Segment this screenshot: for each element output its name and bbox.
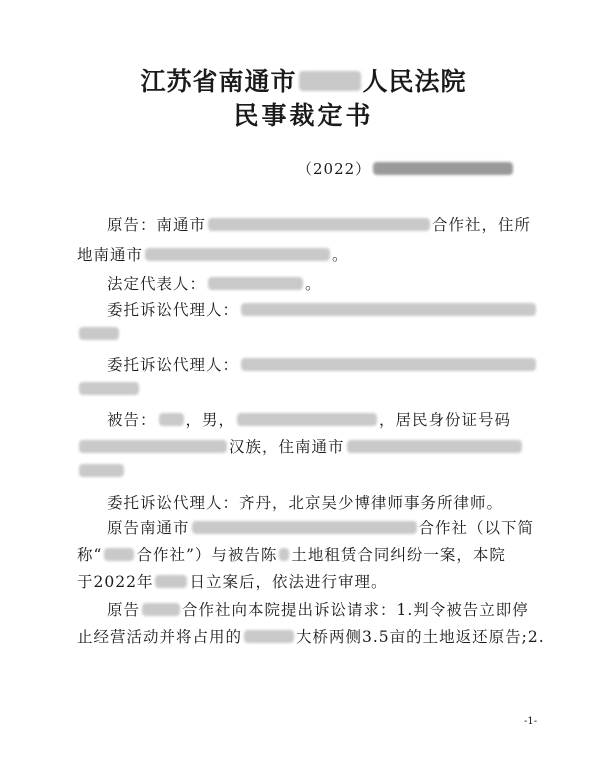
redacted-text	[79, 440, 227, 453]
redacted-text	[241, 303, 536, 316]
claims-line-2	[77, 625, 545, 647]
text: 合作社，住所	[432, 216, 532, 234]
legal-representative-line	[107, 272, 322, 294]
text: 。	[305, 275, 322, 293]
redacted-text	[142, 603, 180, 616]
redacted-text	[279, 548, 289, 561]
plaintiff-agent-1-line-2	[77, 325, 121, 343]
redacted-text	[79, 464, 124, 477]
redacted-text	[244, 630, 294, 643]
text: 。	[332, 246, 349, 264]
redacted-text	[241, 358, 536, 371]
text: 汉族，住南通市	[229, 438, 345, 456]
redacted-text	[237, 413, 377, 426]
text: 合作社”）与被告陈	[136, 546, 278, 564]
redacted-text	[208, 218, 430, 231]
plaintiff-line-2	[77, 243, 349, 265]
plaintiff-agent-2-line-1	[107, 353, 538, 375]
text: 合作社向本院提出诉讼请求：1.判令被告立即停	[182, 601, 529, 619]
text: 大桥两侧3.5亩的土地返还原告;2.	[296, 628, 545, 646]
text: ，男，	[185, 411, 236, 429]
court-name-suffix: 人民法院	[362, 67, 467, 96]
plaintiff-line-1	[107, 213, 531, 235]
redacted-text	[145, 248, 330, 261]
text: 法定代表人：	[107, 275, 207, 293]
text: 日立案后，依法进行审理。	[189, 573, 388, 591]
text: ，居民身份证号码	[379, 411, 512, 429]
redacted-text	[104, 548, 134, 561]
court-name-prefix: 江苏省南通市	[140, 67, 297, 96]
text: 原告	[107, 601, 141, 619]
redacted-text	[192, 521, 417, 534]
facts-line-2	[77, 543, 506, 565]
text: 原告：南通市	[107, 216, 207, 234]
page-number: -1-	[524, 716, 538, 727]
text: 地南通市	[77, 246, 144, 264]
redacted-text	[79, 327, 119, 340]
case-number-prefix: （2022）	[297, 160, 372, 178]
claims-line-1	[107, 598, 529, 620]
redacted-text	[159, 413, 184, 426]
text: 土地租赁合同纠纷一案，本院	[291, 546, 506, 564]
document-type-title: 民事裁定书	[233, 101, 374, 130]
defendant-line-2	[77, 435, 524, 457]
redacted-text	[155, 575, 187, 588]
text: 称“	[77, 546, 103, 564]
plaintiff-agent-1-line-1	[107, 298, 538, 320]
defendant-line-3	[77, 462, 126, 480]
text: 委托诉讼代理人：	[107, 356, 240, 374]
text: 止经营活动并将占用的	[77, 628, 243, 646]
redacted-text	[208, 277, 303, 290]
facts-line-1	[107, 516, 534, 538]
text: 委托诉讼代理人：	[107, 301, 240, 319]
text: 被告：	[107, 411, 157, 429]
defendant-agent-line: 委托诉讼代理人：齐丹，北京吴少博律师事务所律师。	[107, 494, 504, 512]
defendant-line-1	[107, 408, 511, 430]
redacted-text	[299, 71, 361, 91]
facts-line-3	[77, 570, 387, 592]
court-name-title	[0, 62, 607, 98]
redacted-text	[347, 440, 522, 453]
plaintiff-agent-2-line-2	[77, 380, 141, 398]
redacted-text	[373, 162, 513, 175]
text: 于2022年	[77, 573, 154, 591]
redacted-text	[79, 382, 139, 395]
case-number	[297, 158, 515, 179]
text: 原告南通市	[107, 519, 190, 537]
text: 合作社（以下简	[418, 519, 535, 537]
